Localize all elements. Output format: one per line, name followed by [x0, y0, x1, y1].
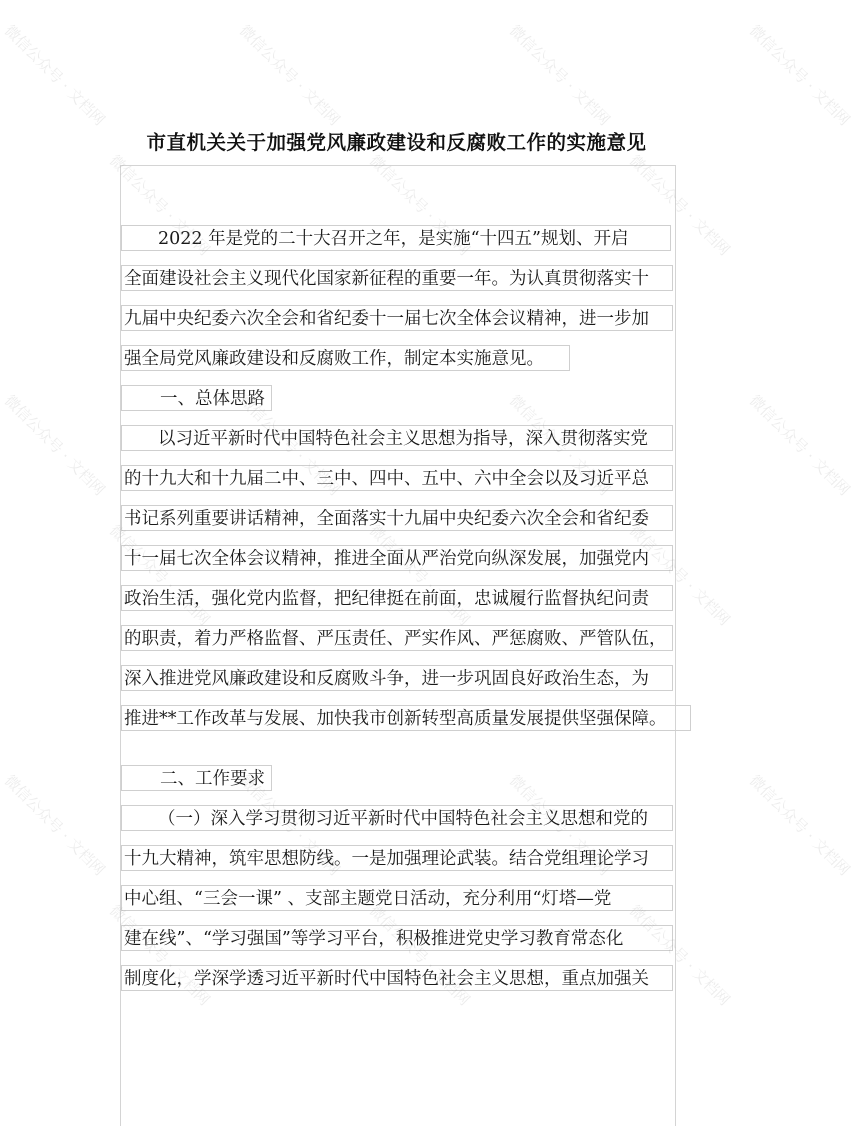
watermark-text: 微信公众号 · 文档网 — [365, 151, 474, 260]
watermark-text: 微信公众号 · 文档网 — [365, 521, 474, 630]
body-line: 建在线”、“学习强国”等学习平台，积极推进党史学习教育常态化 — [121, 925, 673, 951]
body-line: 的职责，着力严格监督、严压责任、严实作风、严惩腐败、严管队伍， — [121, 625, 673, 651]
watermark-text: 微信公众号 · 文档网 — [745, 771, 854, 880]
body-line: 九届中央纪委六次全会和省纪委十一届七次全体会议精神，进一步加 — [121, 305, 673, 331]
body-line: 强全局党风廉政建设和反腐败工作，制定本实施意见。 — [121, 345, 570, 371]
watermark-text: 微信公众号 · 文档网 — [745, 391, 854, 500]
watermark-text: 微信公众号 · 文档网 — [0, 771, 109, 880]
watermark-text: 微信公众号 · 文档网 — [505, 391, 614, 500]
watermark-text: 微信公众号 · 文档网 — [105, 151, 214, 260]
body-line: 2022 年是党的二十大召开之年，是实施“十四五”规划、开启 — [121, 225, 671, 251]
watermark-text: 微信公众号 · 文档网 — [105, 521, 214, 630]
body-line: 十九大精神，筑牢思想防线。一是加强理论武装。结合党组理论学习 — [121, 845, 673, 871]
body-line: 的十九大和十九届二中、三中、四中、五中、六中全会以及习近平总 — [121, 465, 673, 491]
body-line: 政治生活，强化党内监督，把纪律挺在前面，忠诚履行监督执纪问责 — [121, 585, 673, 611]
watermark-text: 微信公众号 · 文档网 — [505, 771, 614, 880]
body-line: 全面建设社会主义现代化国家新征程的重要一年。为认真贯彻落实十 — [121, 265, 673, 291]
watermark-text: 微信公众号 · 文档网 — [105, 901, 214, 1010]
body-line: 二、工作要求 — [121, 765, 272, 791]
watermark-text: 微信公众号 · 文档网 — [625, 151, 734, 260]
body-line: 推进**工作改革与发展、加快我市创新转型高质量发展提供坚强保障。 — [121, 705, 691, 731]
watermark-text: 微信公众号 · 文档网 — [625, 521, 734, 630]
body-line: 以习近平新时代中国特色社会主义思想为指导，深入贯彻落实党 — [121, 425, 673, 451]
watermark-text: 微信公众号 · 文档网 — [625, 901, 734, 1010]
watermark-text: 微信公众号 · 文档网 — [235, 771, 344, 880]
watermark-text: 微信公众号 · 文档网 — [745, 21, 854, 130]
watermark-text: 微信公众号 · 文档网 — [505, 21, 614, 130]
watermark-text: 微信公众号 · 文档网 — [235, 391, 344, 500]
body-line: 书记系列重要讲话精神，全面落实十九届中央纪委六次全会和省纪委 — [121, 505, 673, 531]
body-line: 深入推进党风廉政建设和反腐败斗争，进一步巩固良好政治生态，为 — [121, 665, 673, 691]
body-line: （一）深入学习贯彻习近平新时代中国特色社会主义思想和党的 — [121, 805, 673, 831]
watermark-text: 微信公众号 · 文档网 — [0, 21, 109, 130]
body-line: 一、总体思路 — [121, 385, 272, 411]
watermark-text: 微信公众号 · 文档网 — [365, 901, 474, 1010]
watermark-text: 微信公众号 · 文档网 — [235, 21, 344, 130]
body-line: 中心组、“三会一课” 、支部主题党日活动，充分利用“灯塔—党 — [121, 885, 673, 911]
watermark-text: 微信公众号 · 文档网 — [0, 391, 109, 500]
body-line: 制度化，学深学透习近平新时代中国特色社会主义思想，重点加强关 — [121, 965, 673, 991]
page-title: 市直机关关于加强党风廉政建设和反腐败工作的实施意见 — [146, 131, 647, 154]
body-line: 十一届七次全体会议精神，推进全面从严治党向纵深发展，加强党内 — [121, 545, 673, 571]
